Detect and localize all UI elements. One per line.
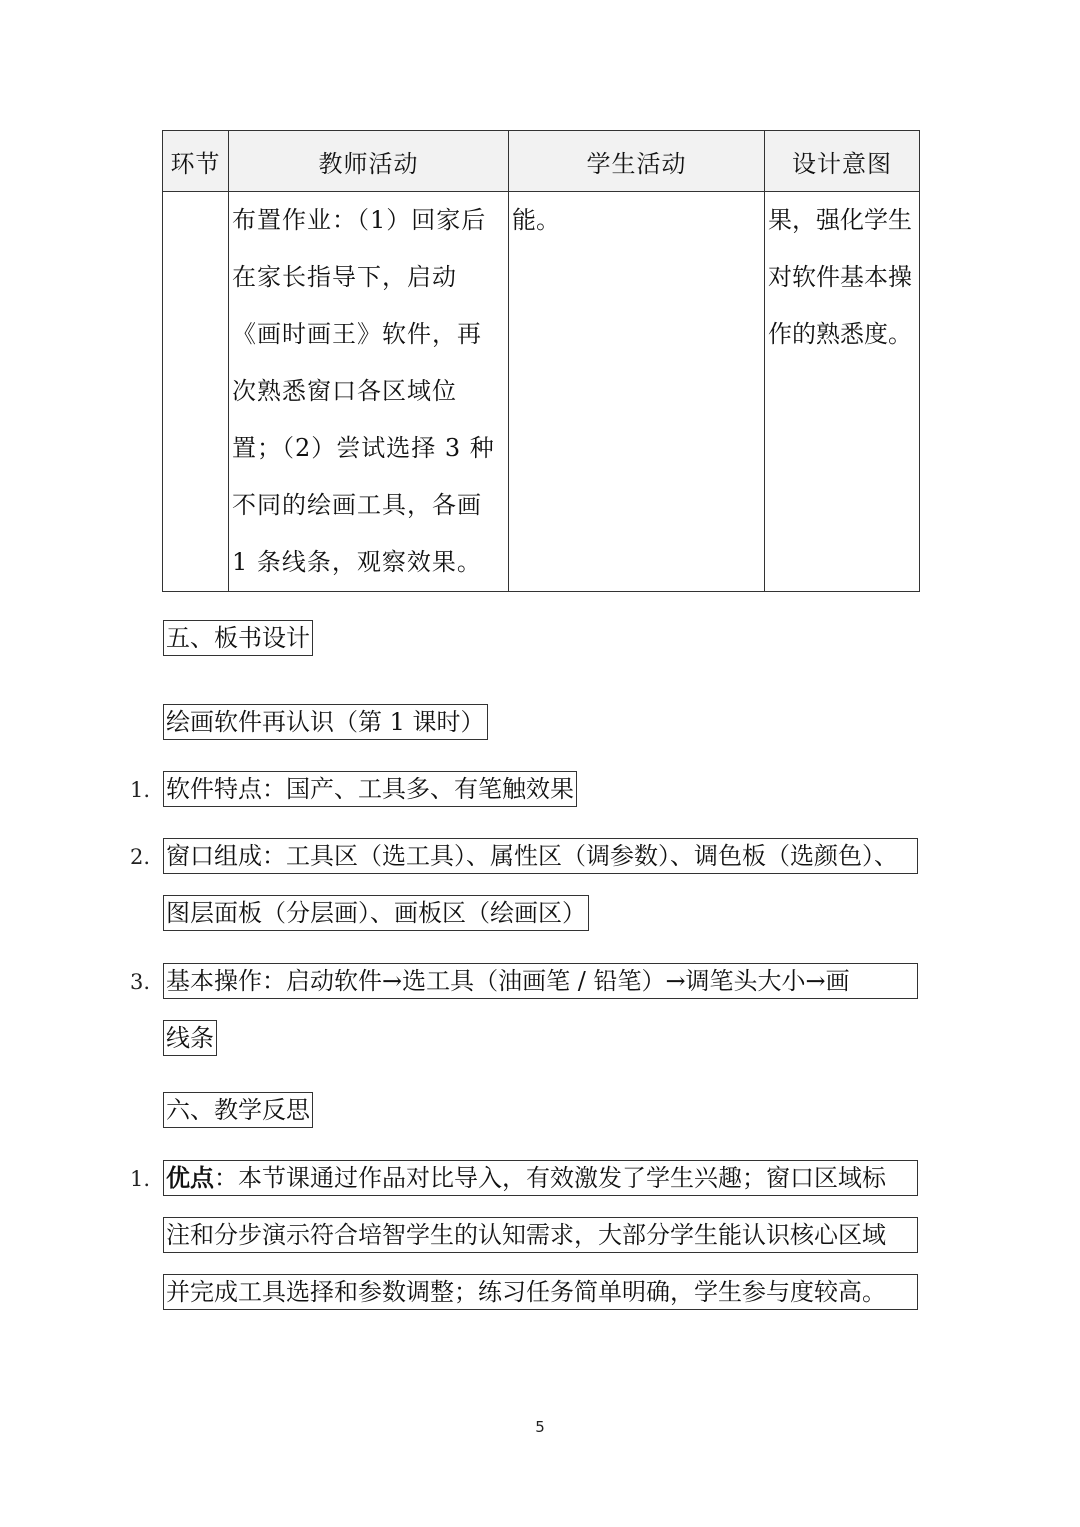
table-row <box>163 192 920 592</box>
list-number: 1. <box>130 778 151 802</box>
header-stage: 环节 <box>163 131 229 192</box>
list-number: 3. <box>130 970 151 994</box>
student-activity-cell: 能。 <box>509 192 765 592</box>
reflection-label: 优点 <box>166 1163 214 1192</box>
lesson-table <box>162 130 920 592</box>
page-number: 5 <box>535 1418 545 1436</box>
list-item: 窗口组成：工具区（选工具）、属性区（调参数）、调色板（选颜色）、 <box>163 838 918 874</box>
list-item: 软件特点：国产、工具多、有笔触效果 <box>163 771 577 807</box>
reflection-text: ：本节课通过作品对比导入，有效激发了学生兴趣；窗口区域标 <box>214 1164 886 1192</box>
teacher-activity-cell: 布置作业：（1）回家后在家长指导下，启动《画时画王》软件，再次熟悉窗口各区域位置；（2）尝试选择 3 种不同的绘画工具，各画 1 条线条，观察效果。 <box>229 192 509 592</box>
list-item: 基本操作：启动软件→选工具（油画笔 / 铅笔）→调笔头大小→画 <box>163 963 918 999</box>
header-design-intent: 设计意图 <box>765 131 920 192</box>
list-item-continuation: 图层面板（分层画）、画板区（绘画区） <box>163 895 589 931</box>
section6-heading: 六、教学反思 <box>163 1092 313 1128</box>
design-intent-cell: 果，强化学生对软件基本操作的熟悉度。 <box>765 192 920 592</box>
reflection-line: 并完成工具选择和参数调整；练习任务简单明确，学生参与度较高。 <box>163 1274 918 1310</box>
reflection-line <box>163 1160 918 1196</box>
reflection-line: 注和分步演示符合培智学生的认知需求，大部分学生能认识核心区域 <box>163 1217 918 1253</box>
table-header-row <box>163 131 920 192</box>
list-number: 2. <box>130 845 151 869</box>
list-number: 1. <box>130 1167 151 1191</box>
header-teacher-activity: 教师活动 <box>229 131 509 192</box>
section5-heading: 五、板书设计 <box>163 620 313 656</box>
list-item-continuation: 线条 <box>163 1020 217 1056</box>
header-student-activity: 学生活动 <box>509 131 765 192</box>
stage-cell <box>163 192 229 592</box>
section5-subtitle: 绘画软件再认识（第 1 课时） <box>163 704 488 740</box>
